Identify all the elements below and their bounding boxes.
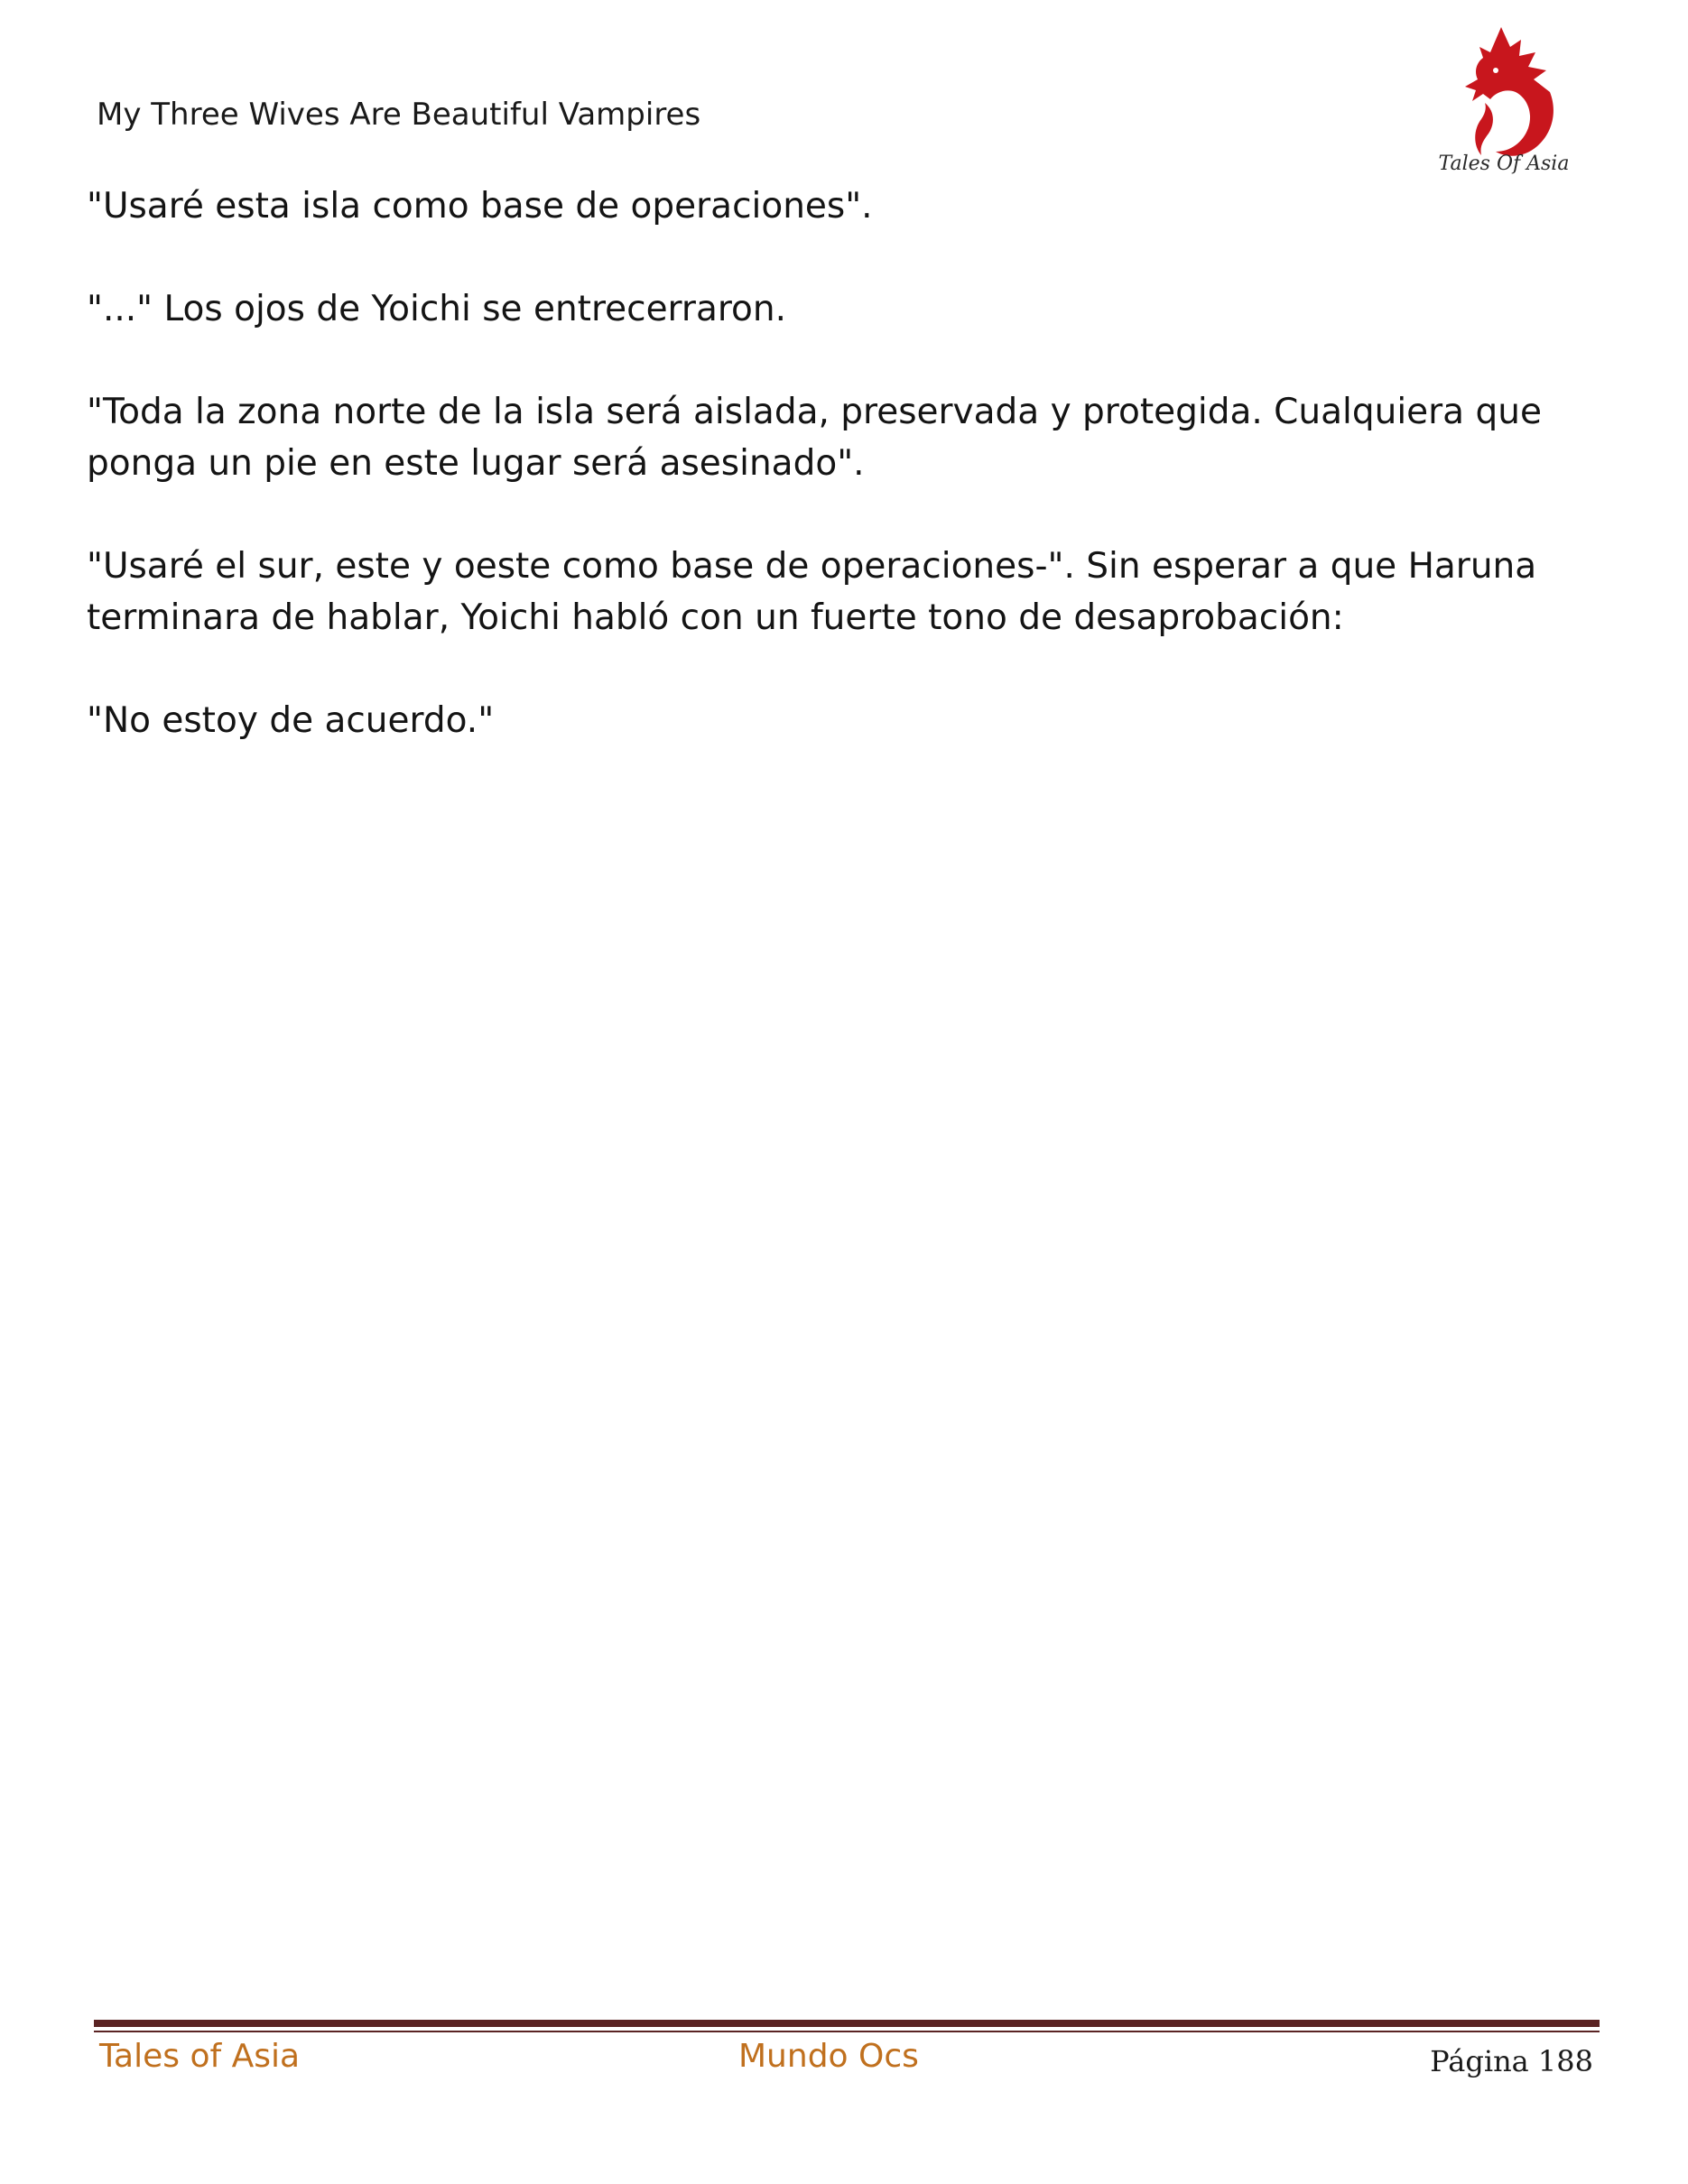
paragraph: "Usaré el sur, este y oeste como base de operaciones-". Sin esperar a que Haruna terminara de hablar, Yoichi habló con un fuerte tono de desaprobación: [87,546,1537,638]
paragraph: "No estoy de acuerdo." [87,700,495,741]
paragraph: "Usaré esta isla como base de operaciones". [87,186,873,227]
footer-divider-thin [94,2031,1600,2032]
footer-divider [94,2020,1600,2027]
book-title: My Three Wives Are Beautiful Vampires [97,97,701,133]
footer-translator: Mundo Ocs [738,2038,919,2075]
paragraph: "..." Los ojos de Yoichi se entrecerraron. [87,289,786,329]
body-text [87,180,1612,798]
footer-site-name: Tales of Asia [99,2038,301,2075]
page-number: Página 188 [1430,2044,1593,2078]
paragraph: "Toda la zona norte de la isla será aislada, preservada y protegida. Cualquiera que ponga un pie en este lugar será asesinado". [87,392,1542,484]
logo-text: Tales Of Asia [1438,153,1570,175]
